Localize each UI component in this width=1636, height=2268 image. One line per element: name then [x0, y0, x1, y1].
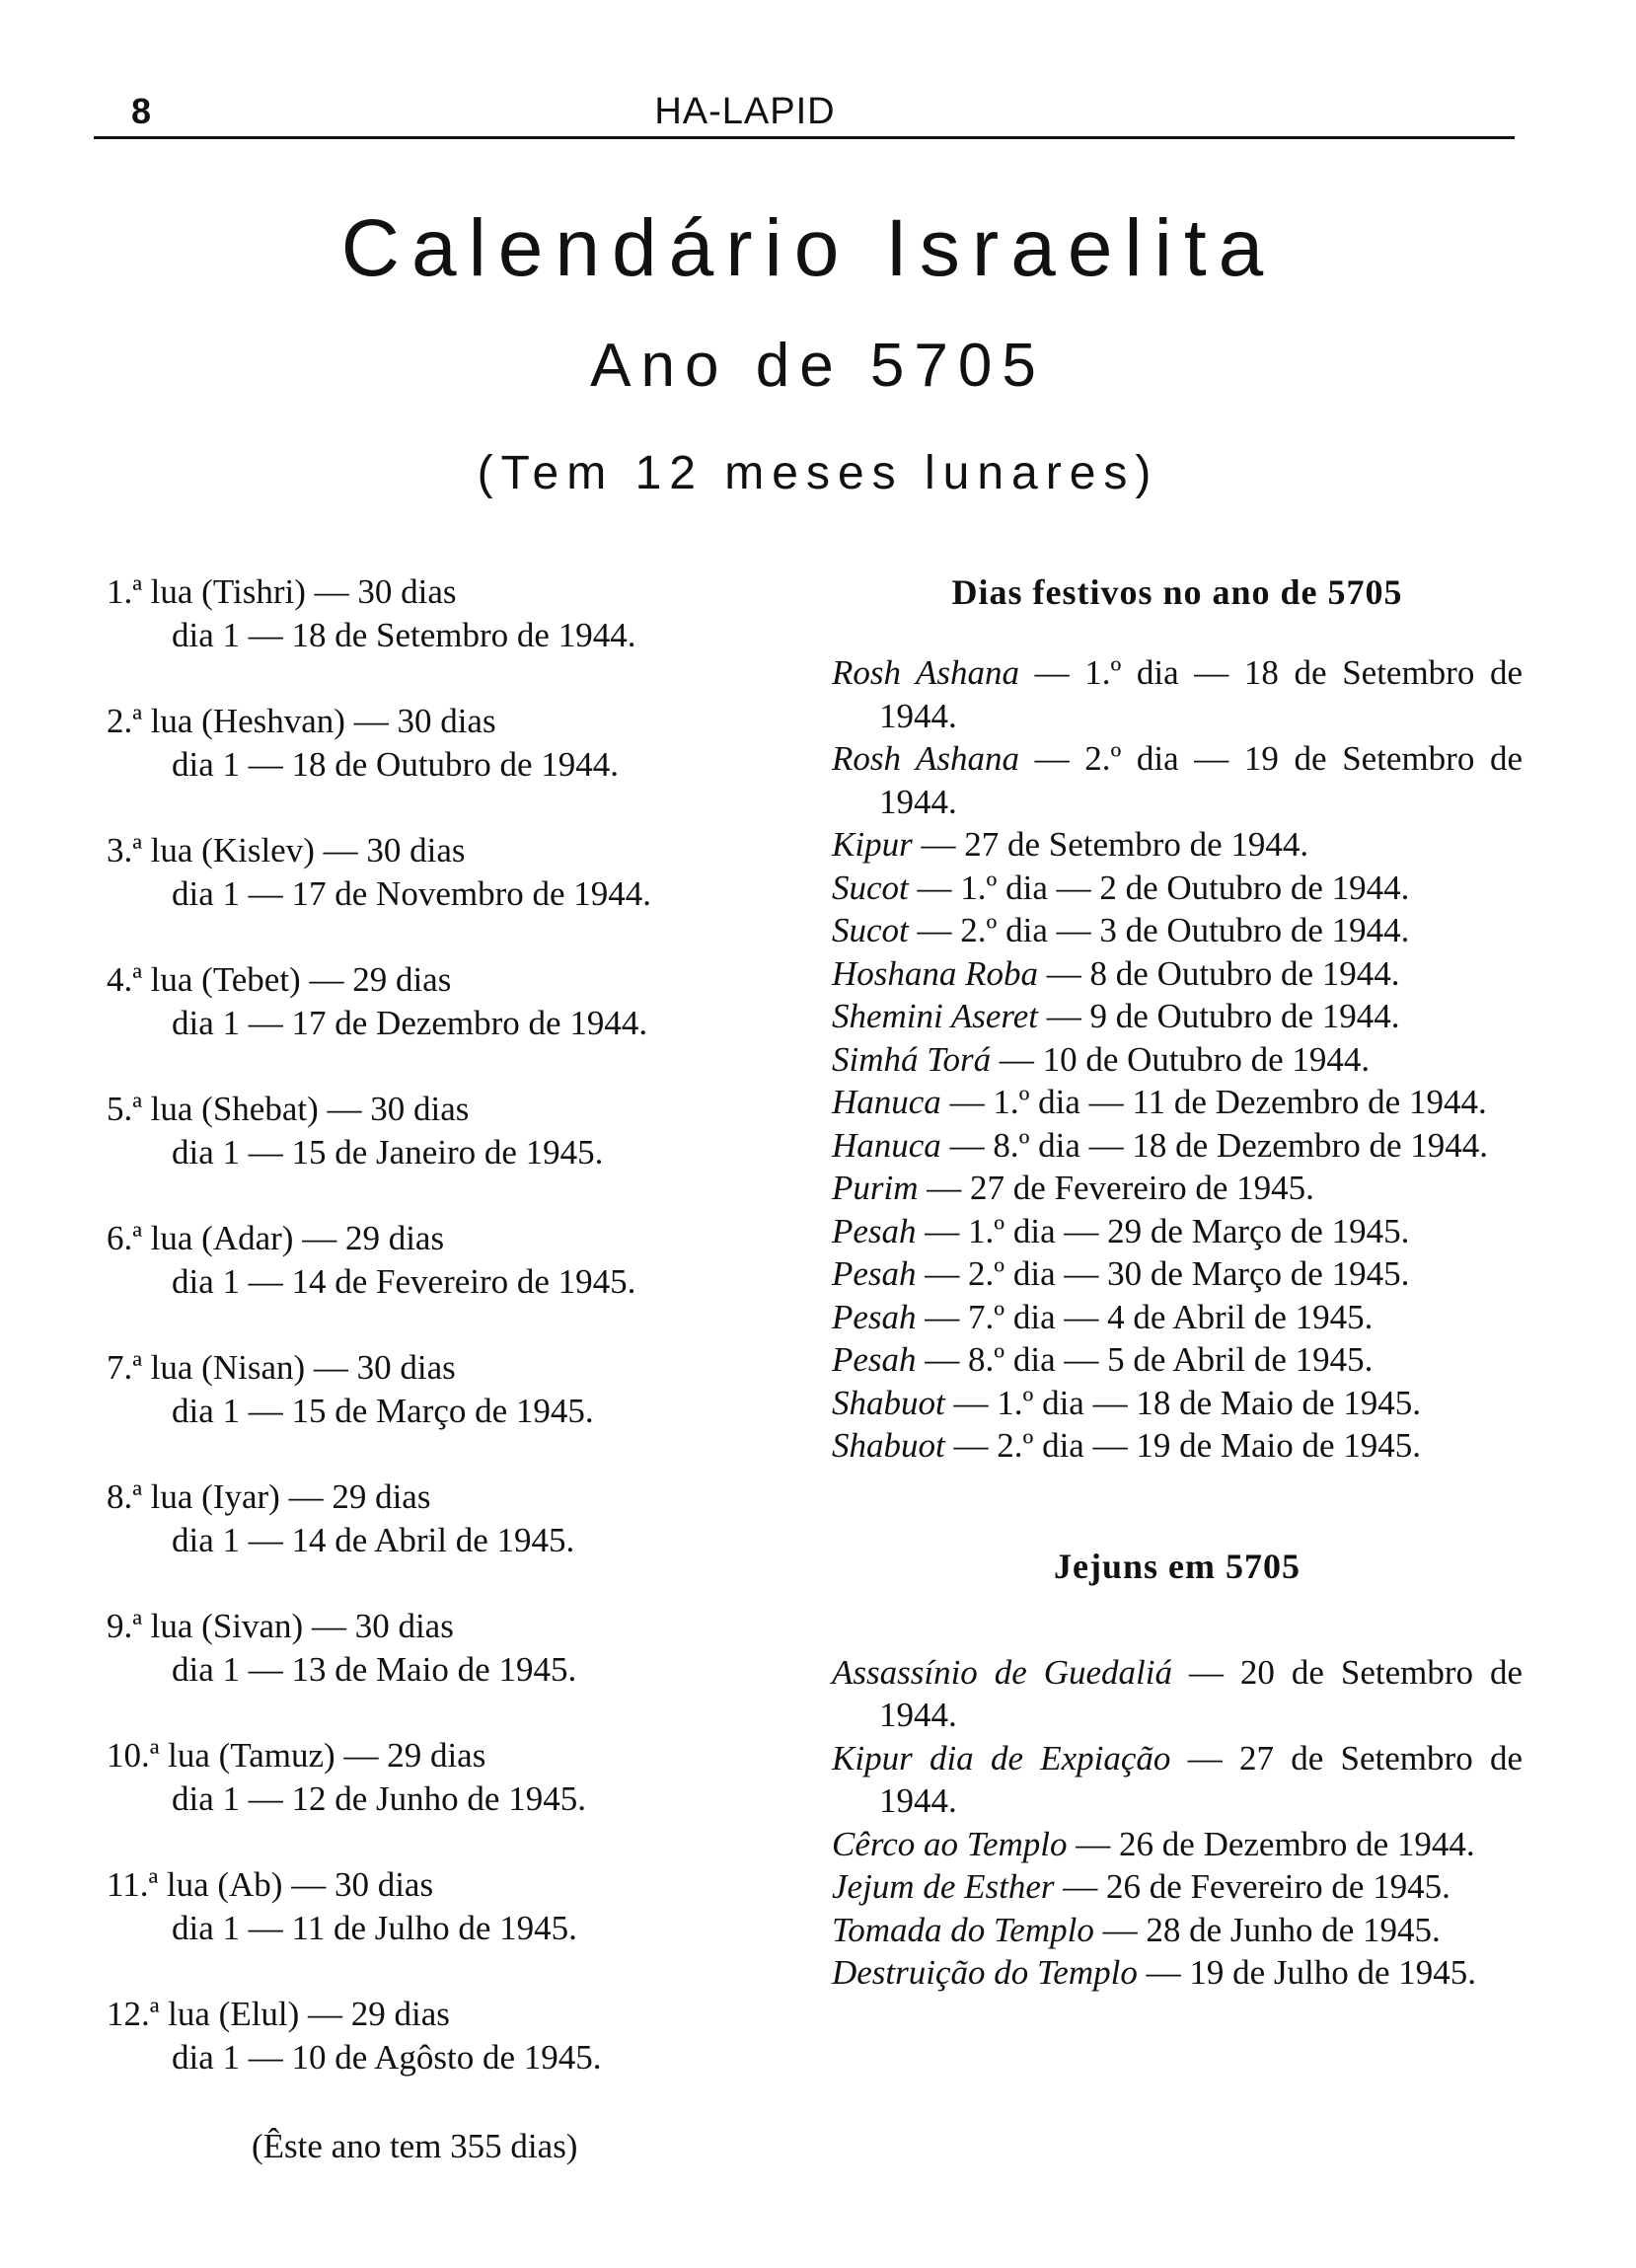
- festival-date: — 2.º dia — 19 de Maio de 1945.: [944, 1426, 1422, 1465]
- festival-entry: [832, 1167, 1523, 1210]
- fast-name: Destruição do Templo: [832, 1953, 1138, 1992]
- festival-date: — 1.º dia — 18 de Maio de 1945.: [944, 1383, 1422, 1422]
- festival-date: — 1.º dia — 11 de Dezembro de 1944.: [940, 1083, 1487, 1121]
- fast-entry: [832, 1909, 1523, 1952]
- month-name: 12.ª lua (Elul) — 29 dias: [107, 1995, 450, 2033]
- fast-date: — 19 de Julho de 1945.: [1137, 1953, 1476, 1992]
- page-header: [94, 91, 1515, 134]
- festivals-heading: Dias festivos no ano de 5705: [951, 572, 1403, 612]
- month-entry: [107, 958, 758, 1088]
- months-note: (Tem 12 meses lunares): [477, 447, 1159, 499]
- festival-entry: [832, 995, 1523, 1038]
- month-entry: [107, 1088, 758, 1217]
- festival-name: Pesah: [832, 1254, 917, 1293]
- festival-name: Hanuca: [832, 1083, 941, 1121]
- month-start-date: dia 1 — 18 de Outubro de 1944.: [172, 745, 619, 784]
- fast-entry: [832, 1823, 1523, 1866]
- month-name: 3.ª lua (Kislev) — 30 dias: [107, 831, 466, 869]
- festival-date: — 1.º dia — 29 de Março de 1945.: [916, 1211, 1410, 1250]
- month-entry: [107, 1734, 758, 1863]
- month-entry: [107, 700, 758, 829]
- fast-name: Kipur dia de Expiação: [832, 1738, 1171, 1777]
- month-start-date: dia 1 — 11 de Julho de 1945.: [172, 1909, 577, 1947]
- festival-name: Pesah: [832, 1211, 917, 1250]
- festival-entry: [832, 1210, 1523, 1253]
- fast-date: — 26 de Fevereiro de 1945.: [1054, 1867, 1450, 1906]
- festival-date: — 2.º dia — 3 de Outubro de 1944.: [908, 911, 1410, 949]
- month-start-date: dia 1 — 13 de Maio de 1945.: [172, 1650, 577, 1689]
- festival-entry: [832, 1338, 1523, 1382]
- month-start-date: dia 1 — 14 de Abril de 1945.: [172, 1521, 575, 1559]
- festival-name: Sucot: [832, 868, 909, 907]
- festival-name: Shabuot: [832, 1426, 945, 1465]
- month-name: 7.ª lua (Nisan) — 30 dias: [107, 1348, 456, 1387]
- festival-name: Hoshana Roba: [832, 953, 1039, 993]
- festival-entry: [832, 823, 1523, 867]
- running-title: HA-LAPID: [654, 91, 836, 132]
- festival-entry: [832, 1038, 1523, 1082]
- fast-entry: [832, 1951, 1523, 1995]
- month-start-date: dia 1 — 17 de Dezembro de 1944.: [172, 1004, 648, 1042]
- festival-date: — 10 de Outubro de 1944.: [991, 1039, 1371, 1079]
- month-start-date: dia 1 — 15 de Janeiro de 1945.: [172, 1133, 604, 1172]
- festival-date: — 2.º dia — 30 de Março de 1945.: [916, 1254, 1410, 1293]
- festival-entry: [832, 1081, 1523, 1124]
- month-start-date: dia 1 — 15 de Março de 1945.: [172, 1392, 594, 1430]
- fasts-list: [832, 1651, 1523, 1995]
- fast-name: Assassínio de Guedaliá: [832, 1652, 1173, 1692]
- festival-entry: [832, 737, 1523, 823]
- month-name: 1.ª lua (Tishri) — 30 dias: [107, 572, 457, 611]
- month-entry: [107, 1346, 758, 1475]
- month-entry: [107, 1217, 758, 1346]
- festival-date: — 8 de Outubro de 1944.: [1038, 953, 1400, 993]
- fast-date: — 28 de Junho de 1945.: [1093, 1910, 1441, 1949]
- fast-entry: [832, 1865, 1523, 1909]
- year-length-note: (Êste ano tem 355 dias): [252, 2127, 578, 2165]
- month-start-date: dia 1 — 14 de Fevereiro de 1945.: [172, 1262, 636, 1301]
- festival-entry: [832, 651, 1523, 737]
- festival-name: Pesah: [832, 1340, 917, 1379]
- festival-entry: [832, 1424, 1523, 1468]
- festival-name: Simhá Torá: [832, 1039, 992, 1079]
- month-start-date: dia 1 — 18 de Setembro de 1944.: [172, 616, 636, 654]
- page-title: Calendário Israelita: [340, 203, 1276, 293]
- festival-entry: [832, 1296, 1523, 1339]
- festival-name: Purim: [832, 1169, 919, 1207]
- month-entry: [107, 1863, 758, 1993]
- month-name: 10.ª lua (Tamuz) — 29 dias: [107, 1736, 486, 1775]
- month-entry: [107, 829, 758, 958]
- month-name: 11.ª lua (Ab) — 30 dias: [107, 1865, 434, 1904]
- page-number: 8: [131, 91, 152, 131]
- festival-name: Shabuot: [832, 1383, 945, 1422]
- festivals-list: [832, 651, 1523, 1468]
- festival-date: — 8.º dia — 18 de Dezembro de 1944.: [940, 1125, 1489, 1165]
- festival-date: — 7.º dia — 4 de Abril de 1945.: [916, 1297, 1374, 1336]
- fast-date: — 27 de Setembro de 1944.: [879, 1738, 1523, 1820]
- fasts-heading: Jejuns em 5705: [1054, 1546, 1301, 1586]
- fast-name: Cêrco ao Templo: [832, 1824, 1068, 1863]
- fast-date: — 20 de Setembro de 1944.: [879, 1652, 1523, 1734]
- festival-date: — 1.º dia — 2 de Outubro de 1944.: [908, 868, 1410, 907]
- festival-date: — 1.º dia — 18 de Setembro de 1944.: [879, 653, 1523, 735]
- month-name: 6.ª lua (Adar) — 29 dias: [107, 1219, 445, 1257]
- festival-entry: [832, 1252, 1523, 1296]
- holidays-column: [832, 570, 1523, 1995]
- festival-entry: [832, 952, 1523, 996]
- festival-entry: [832, 1382, 1523, 1425]
- month-name: 4.ª lua (Tebet) — 29 dias: [107, 960, 452, 999]
- month-name: 8.ª lua (Iyar) — 29 dias: [107, 1477, 431, 1516]
- fast-date: — 26 de Dezembro de 1944.: [1067, 1824, 1475, 1863]
- month-name: 2.ª lua (Heshvan) — 30 dias: [107, 702, 496, 740]
- festival-entry: [832, 909, 1523, 952]
- month-start-date: dia 1 — 17 de Novembro de 1944.: [172, 874, 652, 913]
- month-entry: [107, 570, 758, 700]
- month-entry: [107, 1993, 758, 2122]
- fast-entry: [832, 1737, 1523, 1823]
- festival-name: Hanuca: [832, 1125, 941, 1165]
- festival-name: Rosh Ashana: [832, 653, 1019, 692]
- month-entry: [107, 1475, 758, 1605]
- months-list: [107, 570, 758, 2122]
- festival-entry: [832, 867, 1523, 910]
- festival-date: — 8.º dia — 5 de Abril de 1945.: [916, 1340, 1374, 1379]
- festival-name: Shemini Aseret: [832, 997, 1038, 1035]
- festival-name: Pesah: [832, 1297, 917, 1336]
- festival-name: Rosh Ashana: [832, 739, 1019, 778]
- festival-date: — 27 de Fevereiro de 1945.: [918, 1169, 1314, 1207]
- festival-date: — 9 de Outubro de 1944.: [1038, 997, 1400, 1035]
- month-name: 9.ª lua (Sivan) — 30 dias: [107, 1607, 454, 1645]
- month-start-date: dia 1 — 10 de Agôsto de 1945.: [172, 2038, 602, 2077]
- month-name: 5.ª lua (Shebat) — 30 dias: [107, 1090, 470, 1128]
- festival-entry: [832, 1124, 1523, 1168]
- month-start-date: dia 1 — 12 de Junho de 1945.: [172, 1779, 586, 1818]
- header-rule: [94, 136, 1515, 139]
- festival-name: Sucot: [832, 911, 909, 949]
- fast-entry: [832, 1651, 1523, 1737]
- month-entry: [107, 1605, 758, 1734]
- festival-date: — 27 de Setembro de 1944.: [912, 825, 1309, 864]
- festival-name: Kipur: [832, 825, 913, 864]
- fast-name: Jejum de Esther: [832, 1867, 1055, 1906]
- festival-date: — 2.º dia — 19 de Setembro de 1944.: [879, 739, 1523, 821]
- fast-name: Tomada do Templo: [832, 1910, 1094, 1949]
- page-subtitle: Ano de 5705: [590, 332, 1046, 400]
